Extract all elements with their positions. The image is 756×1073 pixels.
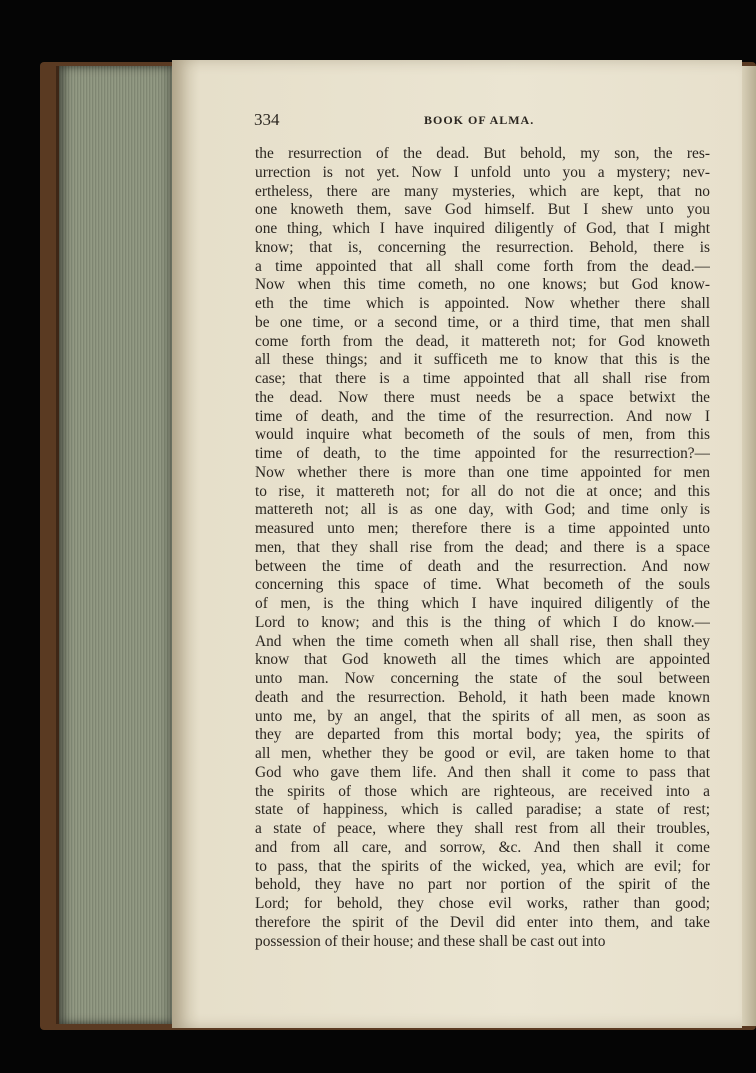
text-line: urrection is not yet. Now I unfold unto you a mystery; nev-	[255, 163, 710, 181]
text-line: and from all care, and sorrow, &c. And then shall it come	[255, 838, 710, 856]
text-line: ertheless, there are many mysteries, which are kept, that no	[255, 182, 710, 200]
text-line: And when the time cometh when all shall rise, then shall they	[255, 632, 710, 650]
running-head: BOOK OF ALMA.	[424, 113, 535, 127]
text-line: time of death, and the time of the resurrection. And now I	[255, 407, 710, 425]
text-line: of men, is the thing which I have inquired diligently of the	[255, 595, 710, 612]
text-line: between the time of death and the resurrection. And now	[255, 557, 710, 575]
text-line: mattereth not; all is as one day, with God; and time only is	[255, 501, 710, 519]
page-number: 334	[254, 110, 280, 129]
text-line: the dead. Now there must needs be a space betwixt the	[255, 388, 710, 406]
text-line: they are departed from this mortal body; yea, the spirits of	[255, 726, 710, 744]
text-line: one thing, which I have inquired diligently of God, that I might	[255, 220, 710, 237]
text-line: Lord to know; and this is the thing of which I do know.—	[255, 613, 710, 631]
text-line: one knoweth them, save God himself. But I shew unto you	[255, 201, 710, 219]
text-line: know; that is, concerning the resurrection. Behold, there is	[255, 238, 710, 256]
text-line: case; that there is a time appointed that all shall rise from	[255, 370, 710, 387]
page-header	[254, 110, 714, 132]
text-line: concerning this space of time. What becometh of the souls	[255, 576, 710, 594]
text-line: the spirits of those which are righteous, are received into a	[255, 782, 710, 800]
facing-page-edge	[742, 66, 756, 1026]
text-line: measured unto men; therefore there is a time appointed unto	[255, 520, 710, 537]
text-line: to pass, that the spirits of the wicked, yea, which are evil; for	[255, 857, 710, 875]
text-line: all these things; and it sufficeth me to know that this is the	[255, 351, 710, 369]
text-line: all men, whether they be good or evil, are taken home to that	[255, 745, 710, 762]
text-line: to rise, it mattereth not; for all do not die at once; and this	[255, 482, 710, 500]
text-line: a state of peace, where they shall rest from all their troubles,	[255, 820, 710, 837]
text-line: the resurrection of the dead. But behold, my son, the res-	[255, 145, 710, 162]
page-edges	[56, 66, 177, 1024]
text-line: possession of their house; and these shall be cast out into	[255, 932, 606, 950]
text-line: Now when this time cometh, no one knows; but God know-	[255, 276, 710, 294]
text-line: a time appointed that all shall come forth from the dead.—	[255, 257, 710, 275]
text-line: Now whether there is more than one time appointed for men	[255, 463, 710, 481]
text-line: eth the time which is appointed. Now whether there shall	[255, 295, 710, 312]
text-line: time of death, to the time appointed for the resurrection?—	[255, 445, 710, 462]
text-line: be one time, or a second time, or a third time, that men shall	[255, 313, 710, 331]
text-line: death and the resurrection. Behold, it hath been made known	[255, 688, 710, 706]
text-line: behold, they have no part nor portion of the spirit of the	[255, 876, 710, 894]
text-line: men, that they shall rise from the dead; and there is a space	[255, 538, 710, 556]
text-line: would inquire what becometh of the souls of men, from this	[255, 426, 710, 444]
text-line: come forth from the dead, it mattereth not; for God knoweth	[255, 332, 710, 350]
text-line: unto man. Now concerning the state of the soul between	[255, 670, 710, 687]
text-line: know that God knoweth all the times which are appointed	[255, 651, 710, 669]
text-line: Lord; for behold, they chose evil works, rather than good;	[255, 895, 710, 912]
body-text	[255, 145, 710, 951]
text-line: God who gave them life. And then shall it come to pass that	[255, 763, 710, 781]
text-line: state of happiness, which is called paradise; a state of rest;	[255, 801, 710, 819]
text-line: therefore the spirit of the Devil did enter into them, and take	[255, 913, 710, 931]
text-line: unto me, by an angel, that the spirits of all men, as soon as	[255, 707, 710, 725]
